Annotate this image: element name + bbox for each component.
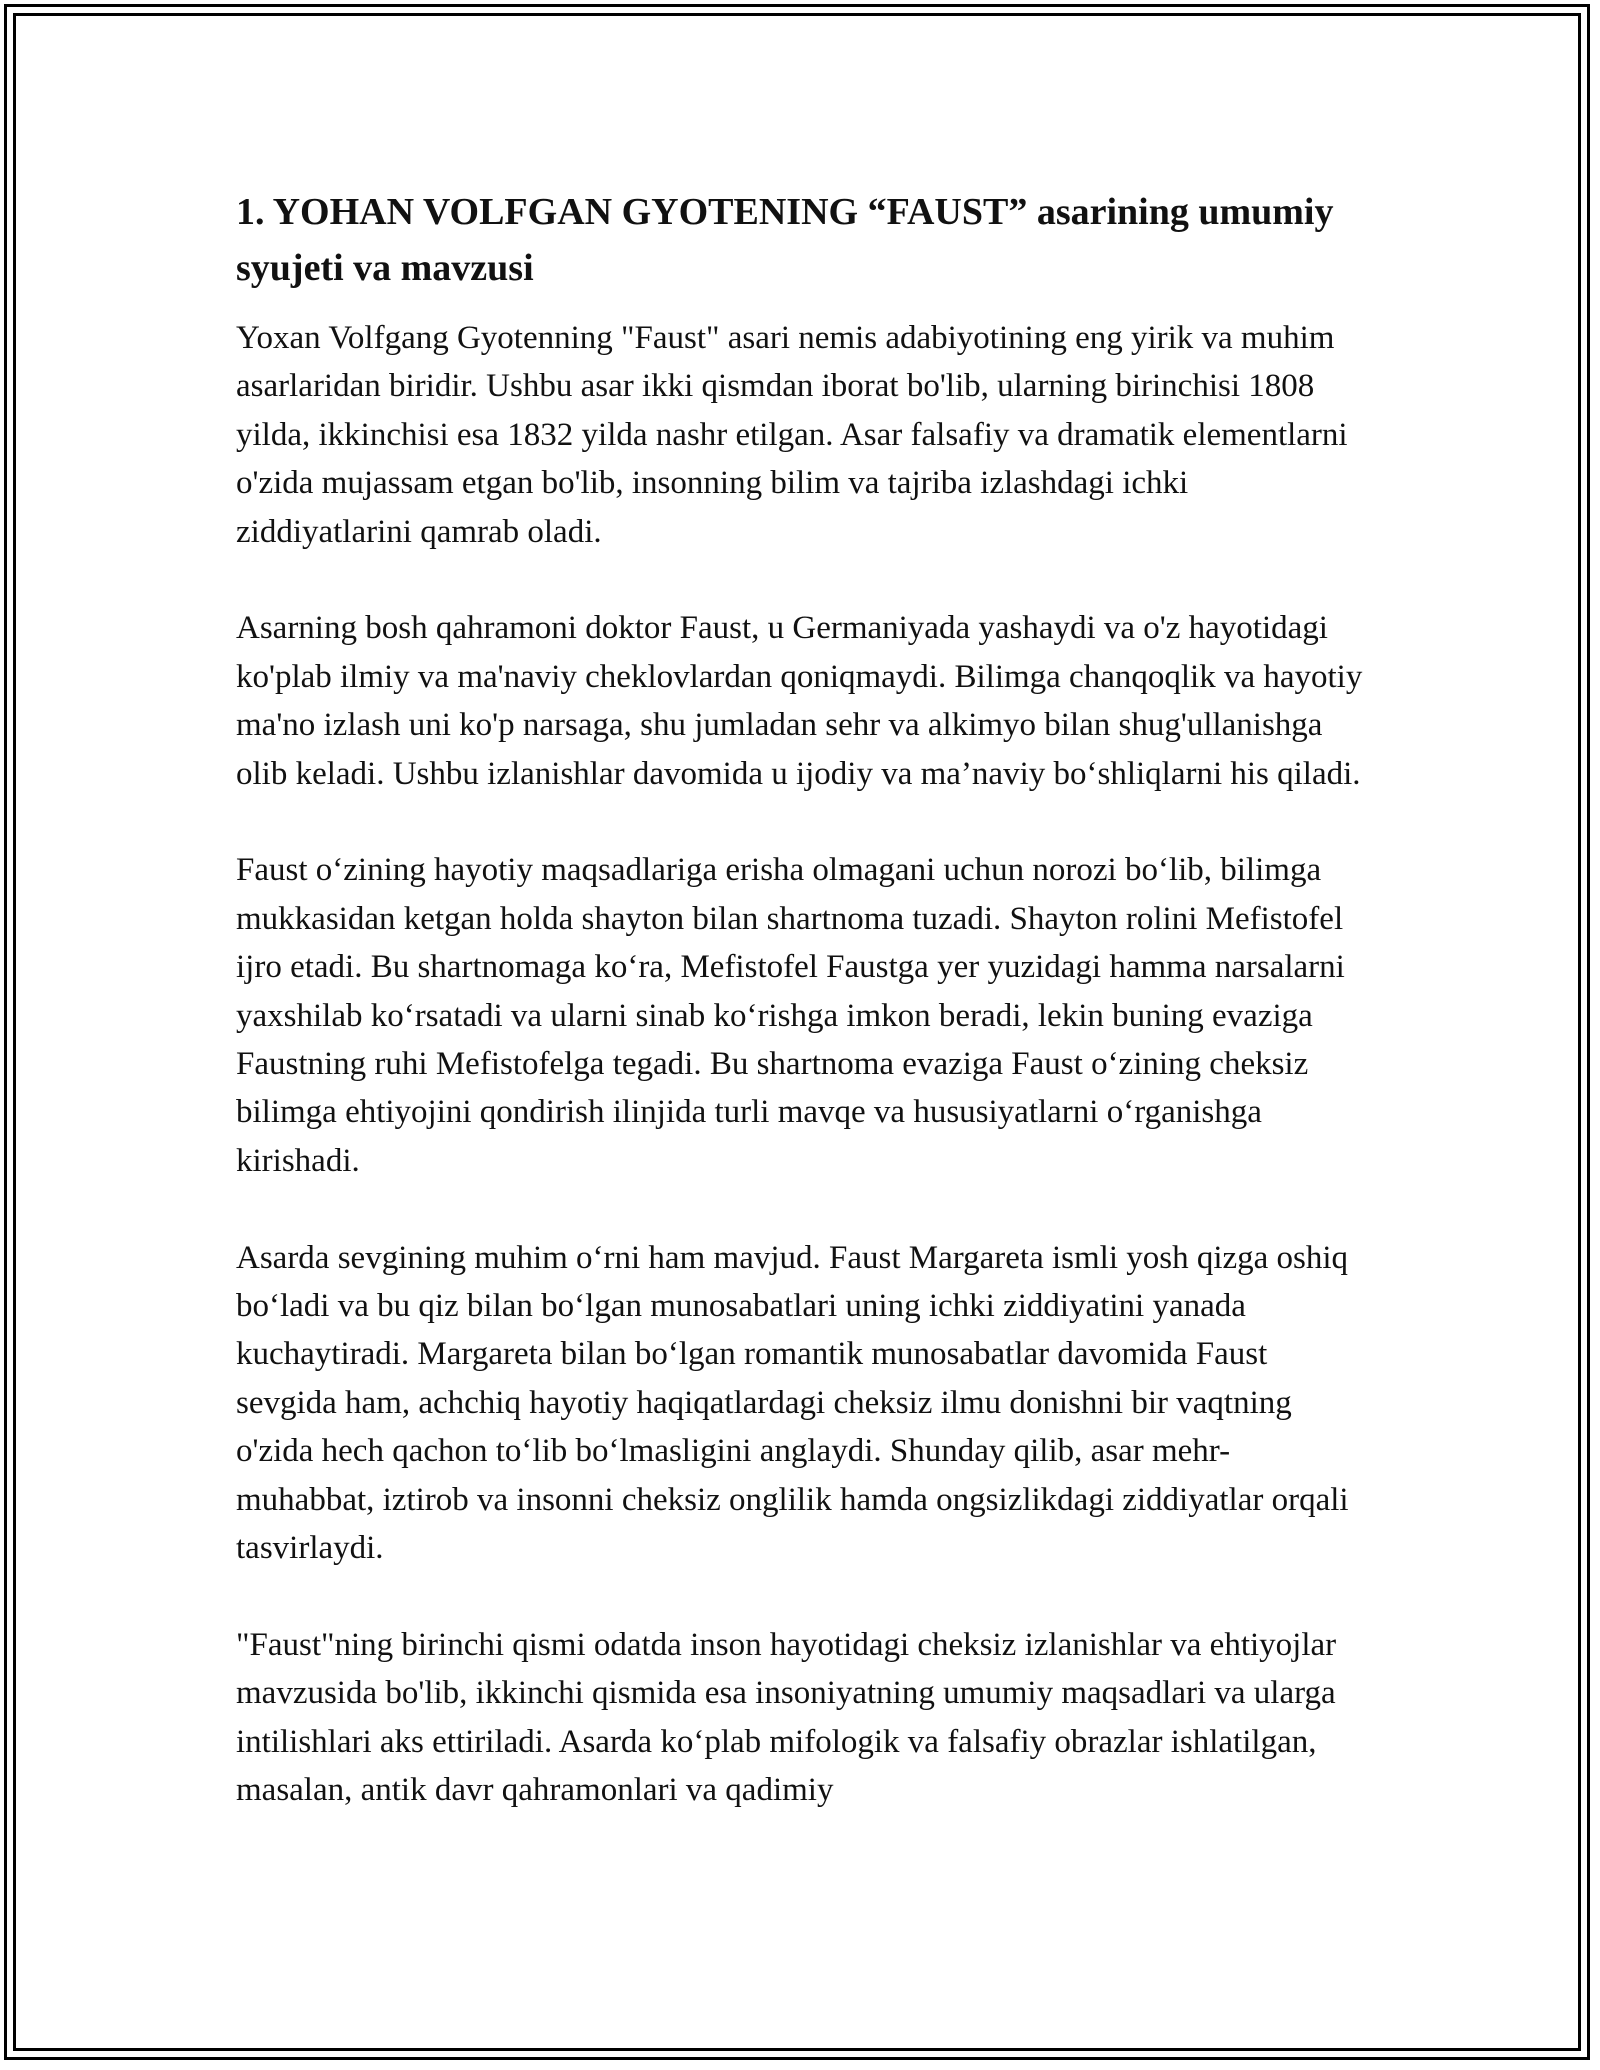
document-body bbox=[236, 184, 1366, 1815]
paragraph-4: Asarda sevgining muhim o‘rni ham mavjud. Faust Margareta ismli yosh qizga oshiq bo‘ladi va bu qiz bilan bo‘lgan munosabatlari uning ichki ziddiyatini yanada kuchaytiradi. Margareta bilan bo‘lgan romantik munosabatlar davomida Faust sevgida ham, achchiq hayotiy haqiqatlardagi cheksiz ilmu donishni bir vaqtning o'zida hech qachon to‘lib bo‘lmasligini anglaydi. Shunday qilib, asar mehr-muhabbat, iztirob va insonni cheksiz onglilik hamda ongsizlikdagi ziddiyatlar orqali tasvirlaydi. bbox=[236, 1239, 1349, 1567]
paragraph-3: Faust o‘zining hayotiy maqsadlariga erisha olmagani uchun norozi bo‘lib, bilimga mukkasidan ketgan holda shayton bilan shartnoma tuzadi. Shayton rolini Mefistofel ijro etadi. Bu shartnomaga ko‘ra, Mefistofel Faustga yer yuzidagi hamma narsalarni yaxshilab ko‘rsatadi va ularni sinab ko‘rishga imkon beradi, lekin buning evaziga Faustning ruhi Mefistofelga tegadi. Bu shartnoma evaziga Faust o‘zining cheksiz bilimga ehtiyojini qondirish ilinjida turli mavqe va hususiyatlarni o‘rganishga kirishadi. bbox=[236, 852, 1345, 1179]
paragraph-5: "Faust"ning birinchi qismi odatda inson hayotidagi cheksiz izlanishlar va ehtiyojlar mavzusida bo'lib, ikkinchi qismida esa insoniyatning umumiy maqsadlari va ularga intilishlari aks ettiriladi. Asarda ko‘plab mifologik va falsafiy obrazlar ishlatilgan, masalan, antik davr qahramonlari va qadimiy bbox=[236, 1626, 1337, 1809]
document-title: 1. YOHAN VOLFGAN GYOTENING “FAUST” asarining umumiy syujeti va mavzusi bbox=[236, 191, 1334, 289]
paragraph-2: Asarning bosh qahramoni doktor Faust, u Germaniyada yashaydi va o'z hayotidagi ko'plab ilmiy va ma'naviy cheklovlardan qoniqmaydi. Bilimga chanqoqlik va hayotiy ma'no izlash uni ko'p narsaga, shu jumladan sehr va alkimyo bilan shug'ullanishga olib keladi. Ushbu izlanishlar davomida u ijodiy va ma’naviy bo‘shliqlarni his qiladi. bbox=[236, 610, 1363, 792]
paragraph-1: Yoxan Volfgang Gyotenning "Faust" asari nemis adabiyotining eng yirik va muhim asarlaridan biridir. Ushbu asar ikki qismdan iborat bo'lib, ularning birinchisi 1808 yilda, ikkinchisi esa 1832 yilda nashr etilgan. Asar falsafiy va dramatik elementlarni o'zida mujassam etgan bo'lib, insonning bilim va tajriba izlashdagi ichki ziddiyatlarini qamrab oladi. bbox=[236, 320, 1348, 550]
